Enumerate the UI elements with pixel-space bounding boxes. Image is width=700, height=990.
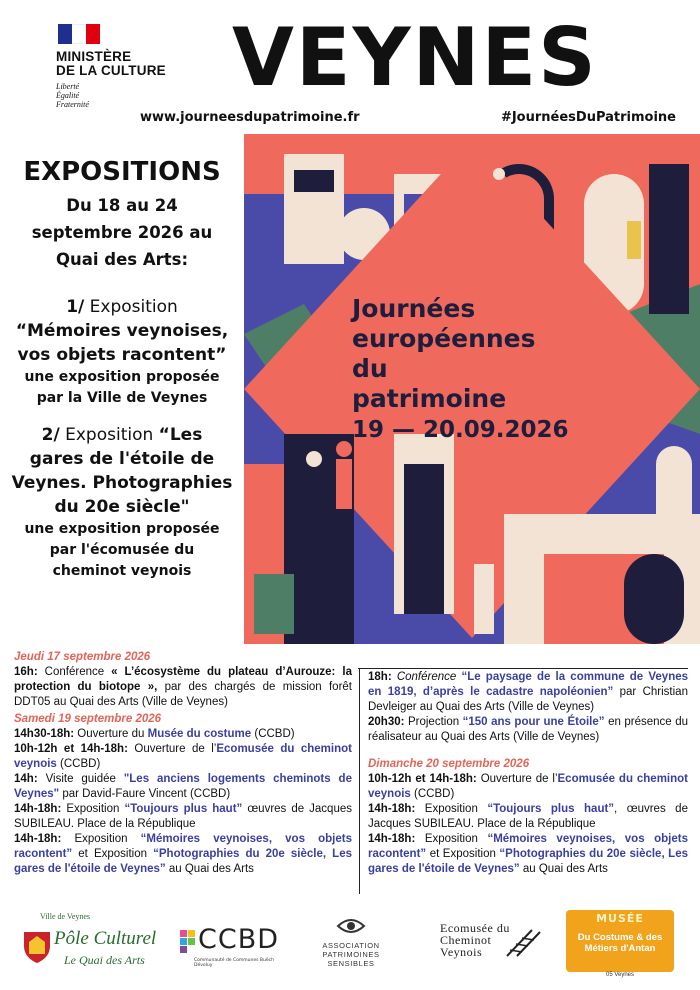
dates-line: septembre 2026 au xyxy=(31,223,213,242)
aps-name xyxy=(306,941,396,968)
event-time: 16h: xyxy=(14,666,38,678)
program-divider-vertical xyxy=(359,668,360,894)
heritage-days-poster xyxy=(244,134,700,644)
ccbd-logo xyxy=(180,908,290,978)
ministry-name-line2: DE LA CULTURE xyxy=(56,63,166,78)
website-link[interactable]: www.journeesdupatrimoine.fr xyxy=(140,110,360,125)
pole-small-label: Ville de Veynes xyxy=(40,912,91,921)
poster-title-line: Journées xyxy=(352,294,476,323)
ministry-name-line1: MINISTÈRE xyxy=(56,49,132,64)
event-type: Conférence xyxy=(396,671,457,683)
event-highlight: “Photographies du 20e siècle, Les gares de l'étoile de Veynes” xyxy=(14,848,352,875)
program-event xyxy=(14,802,352,832)
program-event xyxy=(368,802,688,832)
exhibitions-heading: EXPOSITIONS xyxy=(23,157,221,187)
event-time: 10h-12h et 14h-18h: xyxy=(14,743,128,755)
event-time: 14h-18h: xyxy=(14,803,62,815)
musee-word: MUSÉE xyxy=(596,912,644,925)
exhibition-title-line: du 20e siècle" xyxy=(54,497,190,517)
patrimoines-sensibles-logo xyxy=(306,908,396,978)
event-highlight: "Les anciens logements cheminots de Veynes" xyxy=(14,773,352,800)
ccbd-sub: Communauté de Communes Buëch Dévoluy xyxy=(194,958,274,968)
poster-title xyxy=(352,294,536,414)
exhibition-number-line xyxy=(0,295,244,319)
french-flag-icon xyxy=(58,24,100,44)
musee-name xyxy=(574,932,666,954)
event-time: 10h-12h et 14h-18h: xyxy=(368,773,477,785)
aps-line: SENSIBLES xyxy=(327,959,375,968)
event-highlight: “150 ans pour une Étoile” xyxy=(462,716,605,728)
exhibitions-dates xyxy=(0,192,244,273)
event-time: 14h30-18h: xyxy=(14,728,75,740)
event-details: œuvres de Jacques SUBILEAU. Place de la République xyxy=(14,803,352,830)
pole-culturel-logo xyxy=(18,908,158,978)
event-details: , œuvres de Jacques SUBILEAU. Place de la République xyxy=(368,803,688,830)
program-event xyxy=(368,715,688,745)
event-details: (CCBD) xyxy=(60,758,101,770)
program-divider-horizontal xyxy=(358,668,688,669)
event-time: 18h: xyxy=(368,671,392,683)
coat-of-arms-icon xyxy=(22,930,52,964)
exhibition-item-2 xyxy=(0,423,244,582)
program-event xyxy=(368,772,688,802)
exhibition-title-start: “Les xyxy=(158,425,203,445)
day-heading: Jeudi 17 septembre 2026 xyxy=(14,651,151,663)
exhibitions-section xyxy=(0,156,244,582)
event-details: par David-Faure Vincent (CCBD) xyxy=(62,788,231,800)
event-details: Visite guidée xyxy=(45,773,116,785)
hashtag: #JournéesDuPatrimoine xyxy=(500,110,676,125)
event-details: Ouverture du xyxy=(77,728,145,740)
event-time: 20h30: xyxy=(368,716,405,728)
program-right-column xyxy=(368,670,688,877)
ccbd-color-mark-icon xyxy=(180,930,196,954)
exhibition-desc-line: cheminot veynois xyxy=(52,563,192,579)
day-heading: Samedi 19 septembre 2026 xyxy=(14,713,162,725)
program-event xyxy=(14,727,352,742)
exhibition-number-line xyxy=(0,423,244,447)
exhibition-desc-line: par l'écomusée du xyxy=(49,542,195,558)
exhibition-title-line: gares de l'étoile de xyxy=(29,449,215,469)
event-highlight: Musée du costume xyxy=(147,728,252,740)
dates-line: Quai des Arts: xyxy=(55,250,189,269)
event-details: en présence du réalisateur au Quai des Arts (Ville de Veynes) xyxy=(368,716,688,743)
musee-town: 05 Veynes xyxy=(605,972,635,978)
ministry-name xyxy=(56,50,186,78)
event-details: Exposition xyxy=(74,833,128,845)
poster-title-line: européennes xyxy=(352,324,536,353)
day-heading: Dimanche 20 septembre 2026 xyxy=(368,758,530,770)
event-details: (CCBD) xyxy=(254,728,295,740)
poster-title-line: du xyxy=(352,354,388,383)
eco-line: Veynois xyxy=(440,945,483,959)
rail-tracks-icon xyxy=(502,928,542,958)
event-details: par des chargés de mission forêt DDT05 au Quai des Arts (Ville de Veynes) xyxy=(14,681,352,708)
event-highlight: “Mémoires veynoises, vos objets racontent” xyxy=(14,833,352,860)
event-time: 14h-18h: xyxy=(368,803,416,815)
exhibition-kind: Exposition xyxy=(65,425,154,445)
musee-costume-logo xyxy=(566,910,674,978)
poster-title-line: patrimoine xyxy=(352,384,507,413)
event-time: 14h: xyxy=(14,773,38,785)
event-highlight: “Photographies du 20e siècle, Les gares de l'étoile de Veynes” xyxy=(368,848,688,875)
event-highlight: “Toujours plus haut” xyxy=(124,803,243,815)
event-highlight: “Toujours plus haut” xyxy=(487,803,615,815)
program-event xyxy=(14,772,352,802)
dates-line: Du 18 au 24 xyxy=(66,196,178,215)
event-details: (CCBD) xyxy=(414,788,455,800)
program-event xyxy=(14,832,352,877)
event-highlight: “Le paysage de la commune de Veynes en 1819, d’après le cadastre napoléonien” xyxy=(368,671,689,698)
event-highlight: “Mémoires veynoises, vos objets racontent” xyxy=(368,833,688,860)
ministry-logo xyxy=(56,24,186,109)
eco-line: Cheminot xyxy=(440,933,492,947)
republic-motto xyxy=(56,82,186,109)
ccbd-name: CCBD xyxy=(198,924,280,955)
exhibition-desc-line: une exposition proposée xyxy=(24,521,220,537)
exhibition-number: 1/ xyxy=(66,297,85,317)
eye-icon xyxy=(336,916,366,936)
program-left-column xyxy=(14,650,352,877)
motto-liberte: Liberté xyxy=(56,82,80,91)
program-event xyxy=(14,665,352,710)
event-details: Exposition xyxy=(66,803,120,815)
motto-fraternite: Fraternité xyxy=(56,100,89,109)
exhibition-title-line: “Mémoires veynoises, xyxy=(15,321,229,341)
program-event xyxy=(14,742,352,772)
pole-sub: Le Quai des Arts xyxy=(64,953,145,967)
event-title: « L’écosystème du plateau d’Aurouze: la protection du biotope », xyxy=(14,666,352,693)
musee-line: Du Costume & des xyxy=(577,932,663,943)
event-details: par Christian Devleiger au Quai des Arts (Ville de Veynes) xyxy=(368,686,688,713)
event-details: Ouverture de l’ xyxy=(480,773,558,785)
event-highlight: Ecomusée du cheminot veynois xyxy=(368,773,688,800)
event-details: Exposition xyxy=(424,803,478,815)
aps-line: PATRIMOINES xyxy=(322,950,380,959)
program-event xyxy=(368,832,688,877)
event-highlight: Ecomusée du cheminot veynois xyxy=(14,743,352,770)
exhibition-kind: Exposition xyxy=(89,297,178,317)
musee-line: Métiers d'Antan xyxy=(584,943,656,954)
exhibition-title-line: vos objets racontent” xyxy=(17,345,227,365)
event-details: et Exposition xyxy=(78,848,148,860)
exhibition-item-1 xyxy=(0,295,244,409)
program-event xyxy=(368,670,688,715)
event-time: 14h-18h: xyxy=(368,833,416,845)
event-details: Projection xyxy=(407,716,460,728)
page-title: VEYNES xyxy=(232,11,598,104)
event-details: au Quai des Arts xyxy=(168,863,254,875)
event-type: Conférence xyxy=(44,666,105,678)
exhibition-title-line: Veynes. Photographies xyxy=(11,473,233,493)
event-details: au Quai des Arts xyxy=(522,863,608,875)
ecomusee-name xyxy=(440,922,510,958)
motto-egalite: Égalité xyxy=(56,91,80,100)
exhibition-number: 2/ xyxy=(41,425,60,445)
ecomusee-logo xyxy=(432,908,544,978)
poster-dates: 19 — 20.09.2026 xyxy=(352,417,569,443)
exhibition-desc-line: par la Ville de Veynes xyxy=(36,390,208,406)
event-details: et Exposition xyxy=(429,848,496,860)
event-time: 14h-18h: xyxy=(14,833,62,845)
aps-line: ASSOCIATION xyxy=(322,941,380,950)
event-details: Ouverture de l’ xyxy=(134,743,217,755)
pole-name: Pôle Culturel xyxy=(54,928,157,949)
spacer xyxy=(368,745,688,757)
exhibition-desc-line: une exposition proposée xyxy=(24,369,220,385)
eco-line: Ecomusée du xyxy=(440,921,510,935)
event-details: Exposition xyxy=(424,833,478,845)
